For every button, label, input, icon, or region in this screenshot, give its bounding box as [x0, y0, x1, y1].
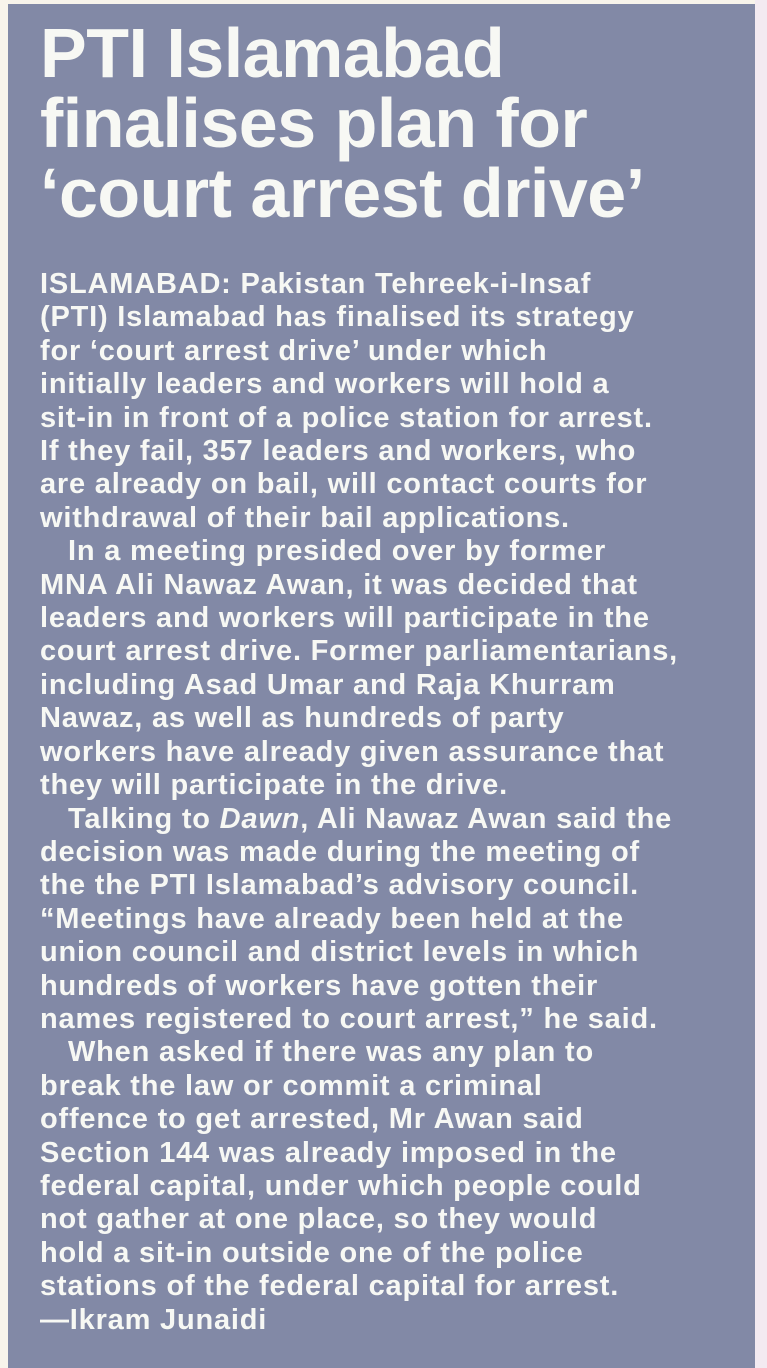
page-edge-strip	[755, 0, 767, 1368]
text-line: decision was made during the meeting of	[40, 835, 641, 868]
text-line: sit-in in front of a police station for arrest.	[40, 401, 653, 434]
text-line: MNA Ali Nawaz Awan, it was decided that	[40, 568, 638, 601]
article-body	[40, 268, 735, 1304]
text-line: are already on bail, will contact courts for	[40, 468, 648, 501]
publication-name: Dawn	[219, 802, 301, 835]
text-line: leaders and workers will participate in the	[40, 602, 650, 635]
text-line: workers have already given assurance that	[40, 735, 665, 768]
text-line: If they fail, 357 leaders and workers, who	[40, 435, 637, 468]
text-line: Nawaz, as well as hundreds of party	[40, 702, 565, 735]
text-line: court arrest drive. Former parliamentarians,	[40, 635, 678, 668]
text-line: including Asad Umar and Raja Khurram	[40, 668, 616, 701]
article-block	[8, 4, 755, 1368]
text-segment: Talking to	[68, 802, 220, 835]
text-line: finalises plan for	[40, 84, 588, 162]
text-line: hundreds of workers have gotten their	[40, 969, 599, 1002]
paragraph	[40, 268, 735, 535]
text-line: not gather at one place, so they would	[40, 1203, 598, 1236]
text-line: break the law or commit a criminal	[40, 1069, 543, 1102]
text-line	[40, 803, 735, 836]
text-line: union council and district levels in which	[40, 936, 640, 969]
text-line: federal capital, under which people could	[40, 1169, 642, 1202]
text-line: “Meetings have already been held at the	[40, 902, 624, 935]
text-line: the the PTI Islamabad’s advisory council.	[40, 869, 640, 902]
paragraph	[40, 803, 735, 1037]
text-line: When asked if there was any plan to	[68, 1036, 594, 1069]
text-line: stations of the federal capital for arrest.	[40, 1270, 620, 1303]
text-line: ISLAMABAD: Pakistan Tehreek-i-Insaf	[40, 268, 592, 300]
byline	[40, 1304, 735, 1337]
text-line: withdrawal of their bail applications.	[40, 501, 570, 534]
text-line: for ‘court arrest drive’ under which	[40, 334, 548, 367]
text-line: —Ikram Junaidi	[40, 1303, 268, 1336]
text-line: offence to get arrested, Mr Awan said	[40, 1103, 584, 1136]
text-line: Section 144 was already imposed in the	[40, 1136, 617, 1169]
paragraph	[40, 535, 735, 802]
text-line: hold a sit-in outside one of the police	[40, 1236, 584, 1269]
text-line: names registered to court arrest,” he said.	[40, 1002, 658, 1035]
text-line: they will participate in the drive.	[40, 769, 508, 802]
text-line: (PTI) Islamabad has finalised its strategy	[40, 301, 635, 334]
article-headline	[40, 14, 735, 232]
text-line: initially leaders and workers will hold a	[40, 368, 610, 401]
text-line: PTI Islamabad	[40, 14, 505, 92]
paragraph	[40, 1036, 735, 1303]
text-line: ‘court arrest drive’	[40, 154, 645, 232]
text-segment: , Ali Nawaz Awan said the	[300, 802, 673, 835]
text-line: In a meeting presided over by former	[68, 535, 607, 568]
